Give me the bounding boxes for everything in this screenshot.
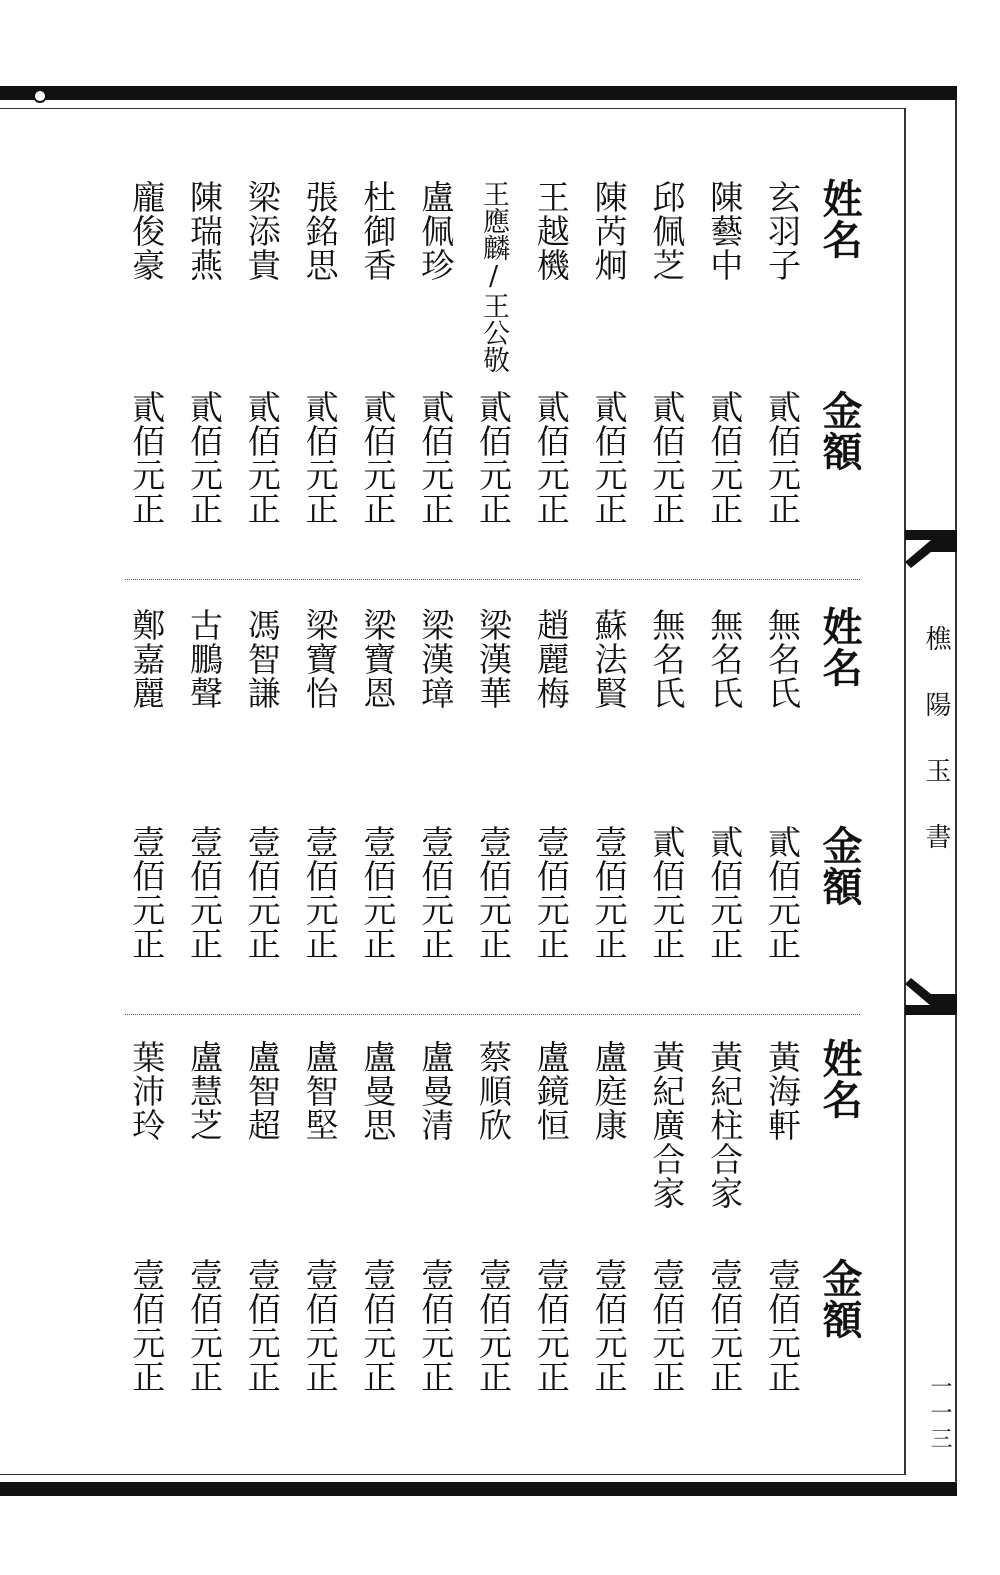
donor-name: 陳瑞燕	[185, 180, 224, 282]
donation-amount: 貳佰元正	[705, 390, 745, 526]
donation-amount: 壹佰元正	[300, 1258, 340, 1394]
section-header-amount: 金額	[816, 1258, 863, 1340]
donation-amount: 貳佰元正	[300, 390, 340, 526]
donor-name: 趙麗梅	[531, 608, 571, 710]
donor-name: 盧智超	[242, 1040, 282, 1142]
donor-name: 張銘思	[300, 180, 340, 282]
donation-amount: 貳佰元正	[763, 825, 802, 961]
side-tab-bottom-bar	[905, 1005, 957, 1015]
donor-name: 鄭嘉麗	[127, 608, 167, 710]
donation-amount: 貳佰元正	[127, 390, 167, 526]
donor-name: 盧慧芝	[185, 1040, 224, 1142]
donor-name: 王應麟/王公敬	[478, 180, 509, 373]
donation-amount: 壹佰元正	[416, 1258, 456, 1394]
donation-amount: 壹佰元正	[589, 1258, 629, 1394]
donor-name: 無名氏	[705, 608, 745, 710]
donor-name: 梁寶怡	[300, 608, 340, 710]
donor-name: 葉沛玲	[127, 1040, 167, 1142]
page-number: 一一三	[927, 1375, 952, 1453]
donor-name: 蔡順欣	[474, 1040, 513, 1142]
donor-name: 無名氏	[763, 608, 802, 710]
donation-amount: 壹佰元正	[763, 1258, 802, 1394]
side-tab-top-bar	[905, 530, 957, 540]
donation-amount: 壹佰元正	[647, 1258, 687, 1394]
donor-name: 玄羽子	[763, 180, 802, 282]
donation-amount: 壹佰元正	[127, 1258, 167, 1394]
donor-name: 盧鏡恒	[531, 1040, 571, 1142]
donor-name: 梁添貴	[242, 180, 282, 282]
donation-amount: 貳佰元正	[242, 390, 282, 526]
donation-amount: 貳佰元正	[474, 390, 513, 526]
donor-name: 無名氏	[647, 608, 687, 710]
donation-amount: 貳佰元正	[531, 390, 571, 526]
donation-amount: 壹佰元正	[474, 825, 513, 961]
donation-amount: 貳佰元正	[647, 825, 687, 961]
donor-name: 黃紀廣合家	[647, 1040, 687, 1210]
section-header-name: 姓名	[816, 606, 863, 688]
donor-name: 杜御香	[358, 180, 398, 282]
donor-name: 古鵬聲	[185, 608, 224, 710]
donor-name: 盧曼清	[416, 1040, 456, 1142]
section-divider-1	[125, 579, 860, 580]
donor-name: 梁寶恩	[358, 608, 398, 710]
side-tab-top-chevron-icon	[905, 540, 957, 580]
section-header-name: 姓名	[816, 178, 863, 260]
donor-name: 陳芮炯	[589, 180, 629, 282]
donor-name: 盧曼思	[358, 1040, 398, 1142]
donation-amount: 貳佰元正	[185, 390, 224, 526]
donor-name: 龐俊豪	[127, 180, 167, 282]
donation-amount: 壹佰元正	[358, 825, 398, 961]
side-tab-bottom-chevron-icon	[905, 966, 957, 1006]
donor-name: 盧佩珍	[416, 180, 456, 282]
section-header-name: 姓名	[816, 1038, 863, 1120]
donation-amount: 貳佰元正	[647, 390, 687, 526]
right-outer-rule	[955, 100, 957, 1483]
top-border-rule	[0, 86, 957, 100]
section-divider-2	[125, 1014, 860, 1015]
book-title: 樵陽玉書	[921, 625, 951, 889]
section-header-amount: 金額	[816, 390, 863, 472]
donor-name: 馮智謙	[242, 608, 282, 710]
donor-name: 梁漢華	[474, 608, 513, 710]
donor-name: 邱佩芝	[647, 180, 687, 282]
donation-amount: 壹佰元正	[358, 1258, 398, 1394]
donation-amount: 壹佰元正	[242, 825, 282, 961]
donation-amount: 壹佰元正	[185, 825, 224, 961]
donor-name: 王越機	[531, 180, 571, 282]
donor-name: 黃紀柱合家	[705, 1040, 745, 1210]
donation-amount: 壹佰元正	[705, 1258, 745, 1394]
donation-amount: 壹佰元正	[531, 825, 571, 961]
donation-amount: 貳佰元正	[705, 825, 745, 961]
donor-name: 黃海軒	[763, 1040, 802, 1142]
donation-amount: 壹佰元正	[416, 825, 456, 961]
donation-amount: 貳佰元正	[763, 390, 802, 526]
donor-name: 盧智堅	[300, 1040, 340, 1142]
donation-amount: 壹佰元正	[589, 825, 629, 961]
donor-name: 陳藝中	[705, 180, 745, 282]
donation-amount: 貳佰元正	[358, 390, 398, 526]
donation-amount: 壹佰元正	[300, 825, 340, 961]
donation-amount: 壹佰元正	[127, 825, 167, 961]
donor-name: 梁漢璋	[416, 608, 456, 710]
donor-name: 蘇法賢	[589, 608, 629, 710]
bottom-border-rule	[0, 1482, 957, 1496]
donation-amount: 壹佰元正	[474, 1258, 513, 1394]
donation-amount: 壹佰元正	[531, 1258, 571, 1394]
donor-name: 盧庭康	[589, 1040, 629, 1142]
donation-amount: 壹佰元正	[242, 1258, 282, 1394]
section-header-amount: 金額	[816, 825, 863, 907]
top-border-ornament	[33, 89, 47, 103]
donation-amount: 壹佰元正	[185, 1258, 224, 1394]
top-inner-rule	[0, 108, 905, 109]
side-title-tab	[905, 530, 955, 1015]
donation-amount: 貳佰元正	[416, 390, 456, 526]
donation-amount: 貳佰元正	[589, 390, 629, 526]
bottom-inner-rule	[0, 1474, 905, 1475]
